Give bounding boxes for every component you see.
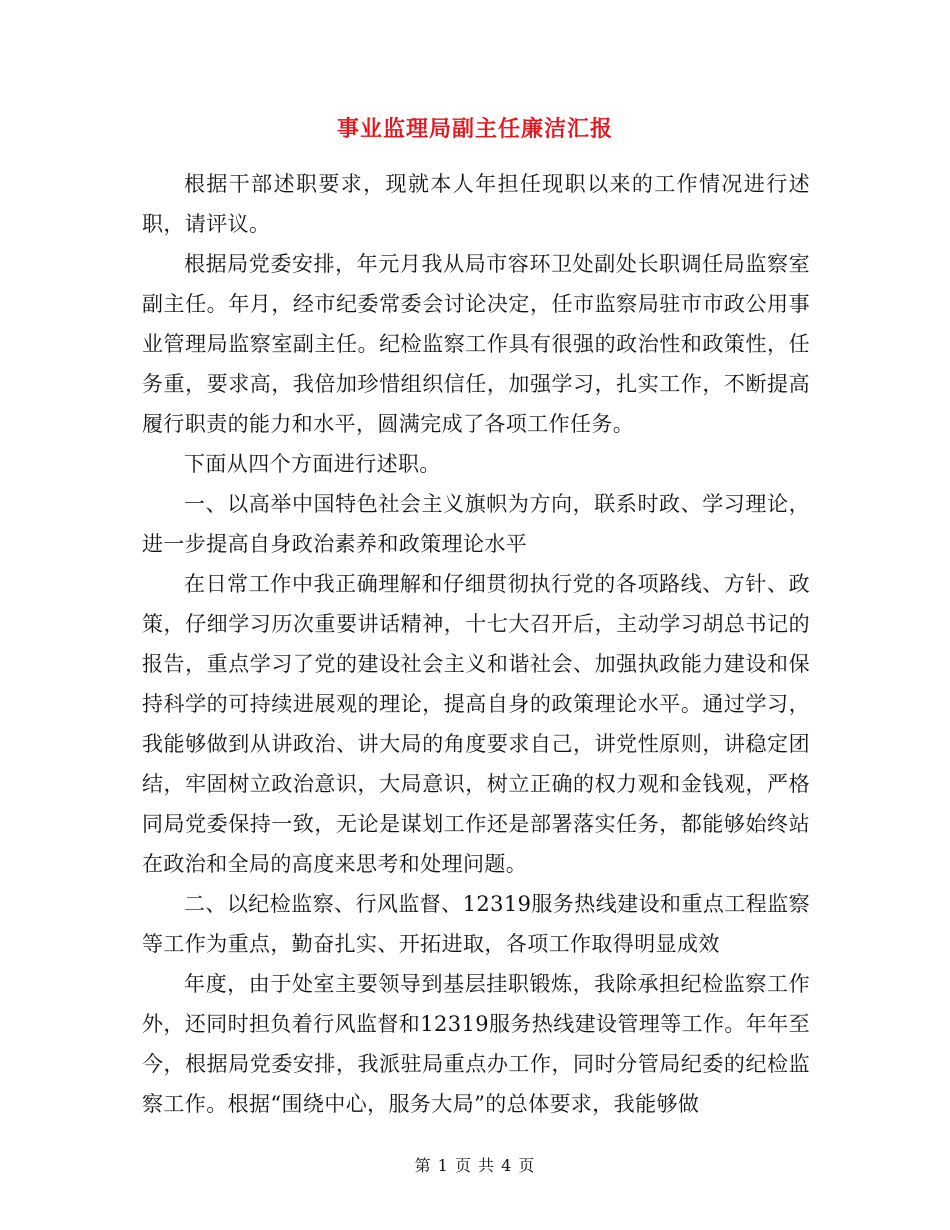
paragraph-intro: 根据干部述职要求，现就本人年担任现职以来的工作情况进行述职，请评议。	[142, 172, 810, 236]
document-body	[142, 164, 810, 1124]
page-footer: 第 1 页 共 4 页	[414, 1156, 536, 1175]
paragraph-appointment: 根据局党委安排，年元月我从局市容环卫处副处长职调任局监察室副主任。年月，经市纪委常委会讨论决定，任市监察局驻市市政公用事业管理局监察室副主任。纪检监察工作具有很强的政治性和政策性，任务重，要求高，我倍加珍惜组织信任，加强学习，扎实工作，不断提高履行职责的能力和水平，圆满完成了各项工作任务。	[142, 252, 810, 436]
paragraph-overview: 下面从四个方面进行述职。	[184, 452, 441, 476]
section-heading-2: 二、以纪检监察、行风监督、12319服务热线建设和重点工程监察等工作为重点，勤奋扎实、开拓进取，各项工作取得明显成效	[142, 892, 810, 956]
paragraph-work: 年度，由于处室主要领导到基层挂职锻炼，我除承担纪检监察工作外，还同时担负着行风监督和12319服务热线建设管理等工作。年年至今，根据局党委安排，我派驻局重点办工作，同时分管局纪委的纪检监察工作。根据“围绕中心，服务大局”的总体要求，我能够做	[142, 972, 811, 1116]
section-heading-1: 一、以高举中国特色社会主义旗帜为方向，联系时政、学习理论，进一步提高自身政治素养和政策理论水平	[142, 492, 810, 556]
paragraph-study: 在日常工作中我正确理解和仔细贯彻执行党的各项路线、方针、政策，仔细学习历次重要讲话精神，十七大召开后，主动学习胡总书记的报告，重点学习了党的建设社会主义和谐社会、加强执政能力建设和保持科学的可持续进展观的理论，提高自身的政策理论水平。通过学习，我能够做到从讲政治、讲大局的角度要求自己，讲党性原则，讲稳定团结，牢固树立政治意识，大局意识，树立正确的权力观和金钱观，严格同局党委保持一致，无论是谋划工作还是部署落实任务，都能够始终站在政治和全局的高度来思考和处理问题。	[142, 572, 810, 876]
document-title: 事业监理局副主任廉洁汇报	[336, 116, 613, 142]
